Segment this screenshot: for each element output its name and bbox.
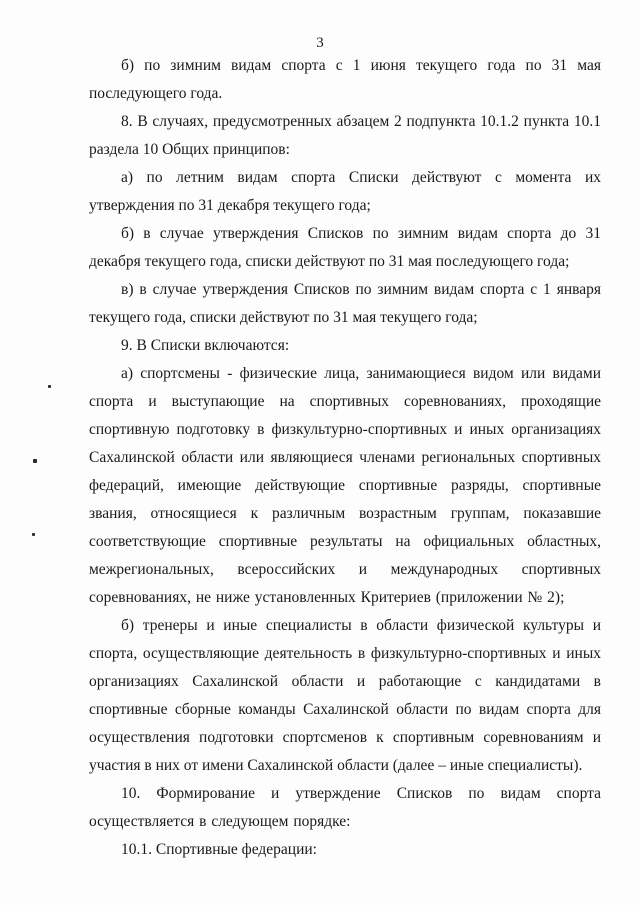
paragraph-winter-sports-term: б) по зимним видам спорта с 1 июня текущего года по 31 мая последующего года. bbox=[89, 57, 601, 102]
document-body bbox=[89, 52, 601, 864]
page-number: 3 bbox=[316, 35, 324, 51]
scan-artifact-mark bbox=[32, 533, 35, 536]
scan-artifact-mark bbox=[48, 385, 51, 388]
paragraph-item-8c: в) в случае утверждения Списков по зимним видам спорта с 1 января текущего года, списки действуют по 31 мая текущего года; bbox=[89, 281, 601, 326]
paragraph-item-8b: б) в случае утверждения Списков по зимним видам спорта до 31 декабря текущего года, списки действуют по 31 мая последующего года; bbox=[89, 225, 601, 270]
paragraph-item-9b: б) тренеры и иные специалисты в области физической культуры и спорта, осуществляющие деятельность в физкультурно-спортивных и иных организациях Сахалинской области и работающие с кандидатами в спортивные сборные команды Сахалинской области по видам спорта для осуществления подготовки спортсменов к спортивным соревнованиям и участия в них от имени Сахалинской области (далее – иные специалисты). bbox=[89, 617, 601, 774]
paragraph-item-10: 10. Формирование и утверждение Списков по видам спорта осуществляется в следующем порядке: bbox=[89, 785, 601, 830]
paragraph-item-10-1: 10.1. Спортивные федерации: bbox=[121, 841, 317, 858]
scan-artifact-mark bbox=[33, 459, 37, 463]
paragraph-item-8a: а) по летним видам спорта Списки действуют с момента их утверждения по 31 декабря текущего года; bbox=[89, 169, 601, 214]
paragraph-item-9a: а) спортсмены - физические лица, занимающиеся видом или видами спорта и выступающие на спортивных соревнованиях, проходящие спортивную подготовку в физкультурно-спортивных и иных организациях Сахалинской области или являющиеся членами региональных спортивных федераций, имеющие действующие спортивные разряды, спортивные звания, относящиеся к различным возрастным группам, показавшие соответствующие спортивные результаты на официальных областных, межрегиональных, всероссийских и международных спортивных соревнованиях, не ниже установленных Критериев (приложении № 2); bbox=[89, 365, 601, 606]
paragraph-item-8: 8. В случаях, предусмотренных абзацем 2 подпункта 10.1.2 пункта 10.1 раздела 10 Общих принципов: bbox=[89, 113, 601, 158]
paragraph-item-9: 9. В Списки включаются: bbox=[121, 337, 290, 354]
